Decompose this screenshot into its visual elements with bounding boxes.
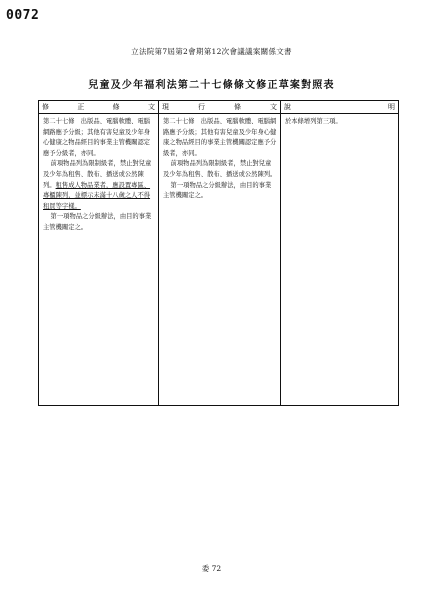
- amended-paragraph-2-text: 前項物品列為限制級者，禁止對兒童及少年為租售、散布、播送或公然陳列。: [43, 160, 152, 189]
- header-current: [159, 101, 281, 114]
- note-cell: [281, 114, 399, 406]
- header-current-char: 文: [270, 102, 277, 111]
- current-paragraph-3: 第一項物品之分級辦法，由目的事業主管機關定之。: [163, 181, 272, 200]
- amended-cell: [39, 114, 159, 406]
- comparison-table: [38, 100, 399, 406]
- header-amended-char: 修: [42, 102, 49, 111]
- header-amended-char: 條: [112, 102, 120, 111]
- header-note-char: 說: [284, 102, 291, 111]
- table-title: 兒童及少年福利法第二十七條條文修正草案對照表: [88, 80, 335, 91]
- table-header-row: [39, 101, 399, 114]
- table-body-row: [39, 114, 399, 406]
- note-text: 於本條增列第三項。: [285, 118, 342, 125]
- header-current-char: 行: [198, 102, 205, 111]
- current-paragraph-1: 第二十七條 出版品、電腦軟體、電腦網路應予分級；其他有害兒童及少年身心健康之物品經目的事業主管機關認定應予分級者，亦同。: [163, 118, 277, 157]
- gazette-header: 立法院第7屆第2會期第12次會議議案關係文書: [131, 47, 292, 56]
- amended-paragraph-2: [43, 159, 155, 212]
- header-current-char: 現: [162, 102, 169, 111]
- amended-paragraph-1: 第二十七條 出版品、電腦軟體、電腦網路應予分級；其他有害兒童及少年身心健康之物品經目的事業主管機關認定應予分級者，亦同。: [43, 118, 151, 157]
- header-current-char: 條: [234, 102, 241, 111]
- header-amended-char: 正: [77, 102, 85, 111]
- amended-paragraph-3: 第一項物品之分級辦法，由目的事業主管機關定之。: [43, 213, 152, 231]
- page-number: 0072: [6, 8, 40, 23]
- current-paragraph-2: 前項物品列為限制級者，禁止對兒童及少年為租售、散布、播送或公然陳列。: [163, 160, 277, 178]
- current-cell: [159, 114, 281, 406]
- header-note: [281, 101, 399, 114]
- header-amended: [39, 101, 159, 114]
- header-amended-char: 文: [147, 102, 155, 111]
- page-footer: 委 72: [201, 564, 222, 573]
- amended-added-text: 租售成人物品業者，應設置專區、專櫃陳列，並標示未滿十八歲之人不得租買等字樣。: [43, 181, 151, 210]
- header-note-char: 明: [388, 102, 395, 111]
